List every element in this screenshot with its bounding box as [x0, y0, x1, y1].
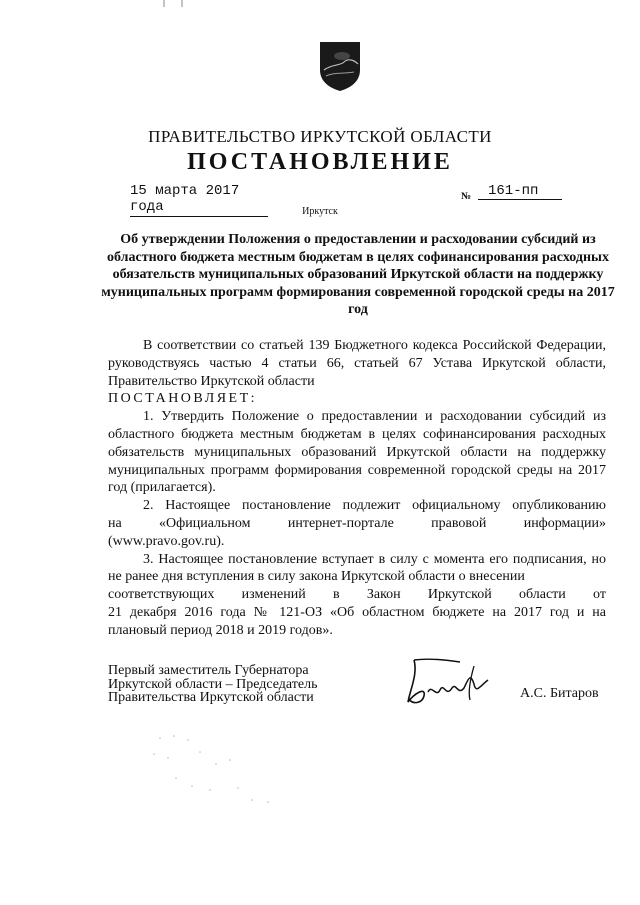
government-title: ПРАВИТЕЛЬСТВО ИРКУТСКОЙ ОБЛАСТИ	[148, 127, 492, 146]
signatory-title-line-2: Иркутской области – Председатель	[108, 676, 318, 692]
item-2-line-3: (www.pravo.gov.ru).	[108, 533, 225, 549]
faint-stamp-marks	[140, 730, 280, 810]
city-label: Иркутск	[302, 206, 338, 217]
item-3-paragraph-start: 3. Настоящее постановление вступает в силу с момента его подписания, но не ранее дня вступления в силу закона Иркутской области о внесении	[108, 551, 606, 585]
scan-marks	[160, 0, 200, 8]
item-2-line-2: на «Официальном интернет-портале правовой информации»	[108, 515, 606, 531]
item-1-paragraph: 1. Утвердить Положение о предоставлении и расходовании субсидий из областного бюджета местным бюджетам в целях софинансирования расходных обязательств муниципальных образований Иркутской области на поддержку муниципальных программ формирования современной городской среды на 2017 год (прилагается).	[108, 409, 606, 496]
item-2-line-1: 2. Настоящее постановление подлежит официальному опубликованию	[143, 498, 606, 514]
number-sign: №	[461, 191, 472, 202]
document-date: 15 марта 2017 года	[130, 183, 268, 217]
signatory-title-line-3: Правительства Иркутской области	[108, 690, 314, 705]
resolve-word: ПОСТАНОВЛЯЕТ:	[108, 391, 258, 407]
document-body	[108, 337, 606, 640]
signatory-title	[108, 664, 317, 705]
document-heading: Об утверждении Положения о предоставлении и расходовании субсидий из областного бюджета местным бюджетам в целях софинансирования расходных обязательств муниципальных образований Иркутской области на поддержку муниципальных программ формирования современной городской среды на 2017 год	[101, 232, 615, 317]
item-3-paragraph-end: 21 декабря 2016 года № 121-ОЗ «Об областном бюджете на 2017 год и на плановый период 2018 и 2019 годов».	[108, 604, 606, 638]
preamble-paragraph: В соответствии со статьей 139 Бюджетного кодекса Российской Федерации, руководствуясь частью 4 статьи 66, статьей 67 Устава Иркутской области, Правительство Иркутской области	[108, 338, 606, 389]
signer-name: А.С. Битаров	[520, 686, 599, 701]
coat-of-arms-icon	[318, 40, 362, 92]
item-3-spread-line: соответствующих изменений в Закон Иркутской области от	[108, 587, 606, 603]
handwritten-signature	[400, 656, 500, 708]
signatory-title-line-1: Первый заместитель Губернатора	[108, 663, 309, 678]
document-type: ПОСТАНОВЛЕНИЕ	[187, 149, 453, 175]
document-number: 161-пп	[478, 183, 562, 200]
